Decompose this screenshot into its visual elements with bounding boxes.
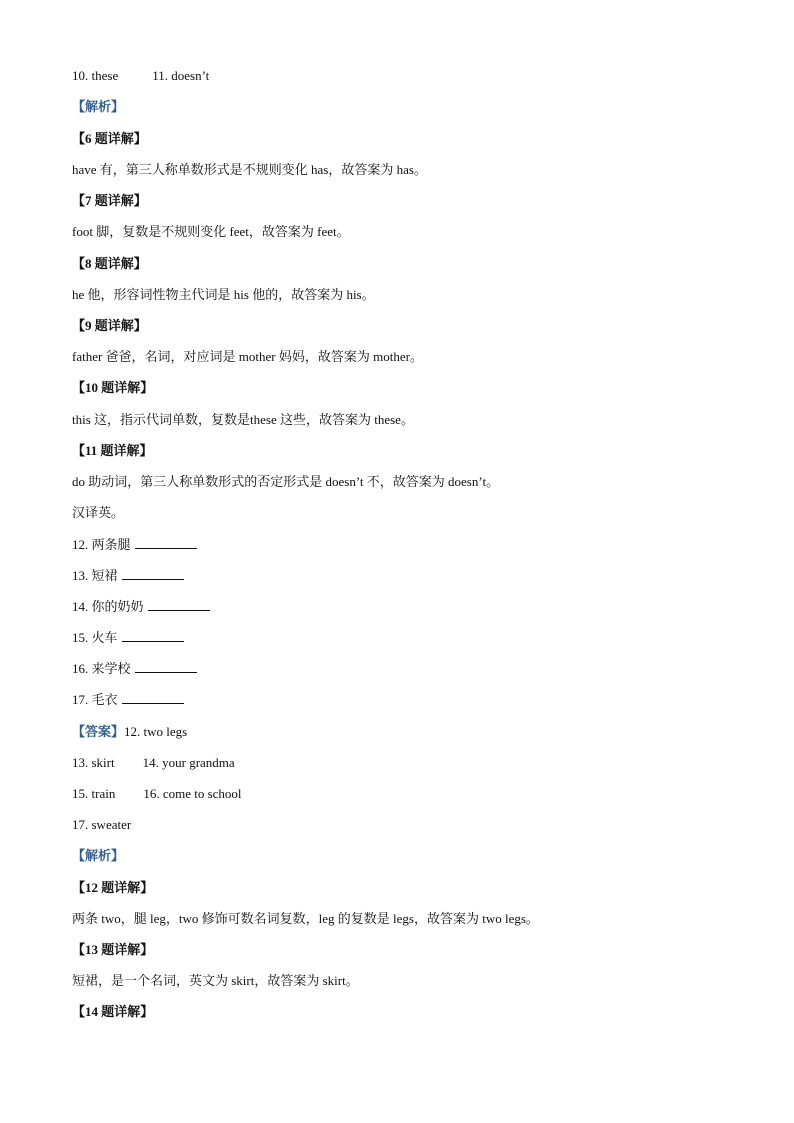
question-number: 13. <box>72 568 89 583</box>
question-item <box>72 629 184 647</box>
answer-13: 13. skirt <box>72 755 115 770</box>
question-text: 来学校 <box>91 661 131 676</box>
answer-row-10-11 <box>72 67 209 85</box>
answer-blank <box>135 536 197 549</box>
question-number: 12. <box>72 537 89 552</box>
answer-16: 16. come to school <box>143 786 242 801</box>
question-text: 你的奶奶 <box>91 599 144 614</box>
question-item <box>72 567 184 585</box>
answer-row-12 <box>72 723 187 741</box>
explanation-text: he 他，形容词性物主代词是 his 他的，故答案为 his。 <box>72 287 375 302</box>
answer-blank <box>122 567 184 580</box>
explanation-text: foot 脚，复数是不规则变化 feet，故答案为 feet。 <box>72 224 350 239</box>
answer-label: 【答案】 <box>72 724 125 739</box>
explanation-text: this 这，指示代词单数，复数是these 这些，故答案为 these。 <box>72 412 414 427</box>
explanation-text: father 爸爸，名词，对应词是 mother 妈妈，故答案为 mother。 <box>72 349 423 364</box>
answer-10: 10. these <box>72 68 119 83</box>
analysis-label: 【解析】 <box>72 848 125 863</box>
answer-11: 11. doesn’t <box>152 68 210 83</box>
question-text: 短裙 <box>91 568 118 583</box>
explanation-heading: 【7 题详解】 <box>72 193 147 208</box>
explanation-text: have 有，第三人称单数形式是不规则变化 has，故答案为 has。 <box>72 162 427 177</box>
answer-blank <box>122 691 184 704</box>
section-title: 汉译英。 <box>72 505 125 520</box>
explanation-text: 短裙，是一个名词，英文为 skirt，故答案为 skirt。 <box>72 973 359 988</box>
answer-15: 15. train <box>72 786 116 801</box>
question-number: 16. <box>72 661 89 676</box>
explanation-heading: 【13 题详解】 <box>72 942 154 957</box>
answer-blank <box>122 629 184 642</box>
answer-row-13-14 <box>72 754 235 772</box>
explanation-heading: 【10 题详解】 <box>72 380 154 395</box>
explanation-text: 两条 two，腿 leg，two 修饰可数名词复数，leg 的复数是 legs，故答案为 two legs。 <box>72 911 539 926</box>
question-item <box>72 691 184 709</box>
answer-12: 12. two legs <box>124 724 188 739</box>
answer-blank <box>148 598 210 611</box>
question-item <box>72 660 197 678</box>
explanation-text: do 助动词，第三人称单数形式的否定形式是 doesn’t 不，故答案为 doesn’t。 <box>72 474 500 489</box>
question-number: 17. <box>72 692 89 707</box>
explanation-heading: 【8 题详解】 <box>72 256 147 271</box>
question-text: 毛衣 <box>91 692 118 707</box>
answer-17: 17. sweater <box>72 817 132 832</box>
answer-14: 14. your grandma <box>142 755 235 770</box>
question-number: 14. <box>72 599 89 614</box>
explanation-heading: 【11 题详解】 <box>72 443 153 458</box>
question-item <box>72 536 197 554</box>
explanation-heading: 【12 题详解】 <box>72 880 154 895</box>
answer-blank <box>135 660 197 673</box>
question-text: 两条腿 <box>91 537 131 552</box>
question-text: 火车 <box>91 630 118 645</box>
question-number: 15. <box>72 630 89 645</box>
answer-row-15-16 <box>72 785 242 803</box>
explanation-heading: 【6 题详解】 <box>72 131 147 146</box>
analysis-label: 【解析】 <box>72 99 125 114</box>
explanation-heading: 【9 题详解】 <box>72 318 147 333</box>
answer-row-17 <box>72 816 131 834</box>
question-item <box>72 598 210 616</box>
explanation-heading: 【14 题详解】 <box>72 1004 154 1019</box>
